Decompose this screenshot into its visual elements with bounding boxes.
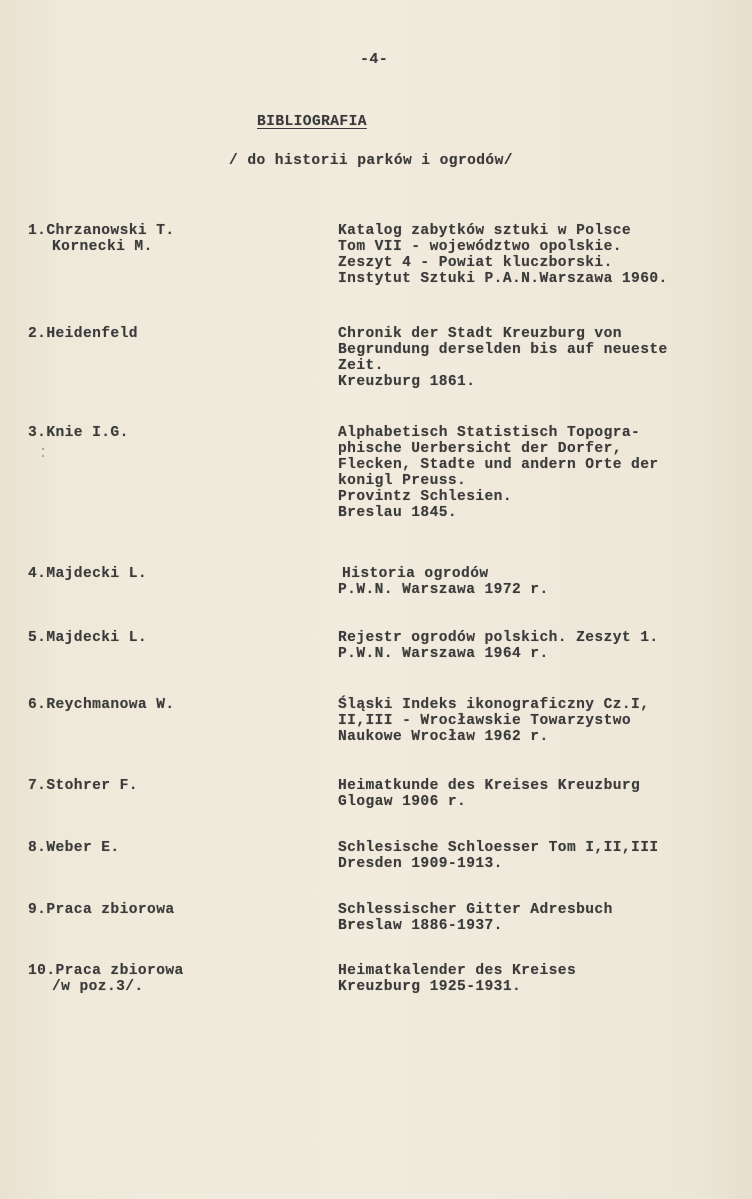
entry-3-title-line-3: Flecken, Stadte und andern Orte der [338, 457, 659, 473]
entry-7-author [28, 778, 138, 794]
entry-10-author-line-2: /w poz.3/. [52, 979, 144, 995]
page-subtitle: / do historii parków i ogrodów/ [229, 153, 513, 169]
entry-6-title-line-1: Śląski Indeks ikonograficzny Cz.I, [338, 697, 650, 713]
entry-5-author-line-1: 5.Majdecki L. [28, 630, 148, 646]
entry-3-author-line-1: 3.Knie I.G. [28, 425, 129, 441]
entry-2-title-line-1: Chronik der Stadt Kreuzburg von [338, 326, 622, 342]
entry-3-author [28, 425, 129, 441]
entry-4-title-line-1: Historia ogrodów [342, 566, 489, 582]
entry-10-title [338, 963, 576, 995]
entry-2-title-line-3: Zeit. [338, 358, 384, 374]
entry-1-author-line-1: 1.Chrzanowski T. [28, 223, 175, 239]
entry-1-title-line-2: Tom VII - województwo opolskie. [338, 239, 622, 255]
entry-6-author-line-1: 6.Reychmanowa W. [28, 697, 175, 713]
entry-8-author [28, 840, 120, 856]
entry-1-title-line-3: Zeszyt 4 - Powiat kluczborski. [338, 255, 613, 271]
entry-3-title [338, 425, 659, 521]
entry-1-title-line-1: Katalog zabytków sztuki w Polsce [338, 223, 632, 239]
entry-2-title-line-2: Begrundung derselden bis auf neueste [338, 342, 668, 358]
entry-10-title-line-1: Heimatkalender des Kreises [338, 963, 577, 979]
entry-5-title-line-2: P.W.N. Warszawa 1964 r. [338, 646, 549, 662]
entry-2-author [28, 326, 138, 342]
entry-3-title-line-5: Provintz Schlesien. [338, 489, 512, 505]
entry-5-title [338, 630, 659, 662]
entry-6-title-line-2: II,III - Wrocławskie Towarzystwo [338, 713, 632, 729]
entry-9-author-line-1: 9.Praca zbiorowa [28, 902, 175, 918]
entry-9-title-line-2: Breslaw 1886-1937. [338, 918, 503, 934]
entry-6-title [338, 697, 649, 745]
entry-3-title-line-2: phische Uerbersicht der Dorfer, [338, 441, 622, 457]
entry-10-author-line-1: 10.Praca zbiorowa [28, 963, 184, 979]
entry-4-title [338, 566, 549, 598]
entry-8-title-line-1: Schlesische Schloesser Tom I,II,III [338, 840, 659, 856]
paper-speck [42, 455, 44, 457]
entry-3-title-line-4: konigl Preuss. [338, 473, 467, 489]
entry-8-title-line-2: Dresden 1909-1913. [338, 856, 503, 872]
entry-7-title-line-1: Heimatkunde des Kreises Kreuzburg [338, 778, 641, 794]
entry-8-title [338, 840, 659, 872]
entry-10-author [28, 963, 184, 995]
entry-7-title-line-2: Glogaw 1906 r. [338, 794, 467, 810]
entry-2-title [338, 326, 668, 390]
entry-4-title-line-2: P.W.N. Warszawa 1972 r. [338, 582, 549, 598]
entry-1-author [28, 223, 175, 255]
page-title: BIBLIOGRAFIA [257, 114, 367, 130]
entry-5-author [28, 630, 147, 646]
entry-8-author-line-1: 8.Weber E. [28, 840, 120, 856]
entry-5-title-line-1: Rejestr ogrodów polskich. Zeszyt 1. [338, 630, 659, 646]
entry-4-author-line-1: 4.Majdecki L. [28, 566, 148, 582]
entry-1-title-line-4: Instytut Sztuki P.A.N.Warszawa 1960. [338, 271, 668, 287]
entry-7-author-line-1: 7.Stohrer F. [28, 778, 138, 794]
entry-9-author [28, 902, 175, 918]
entry-1-author-line-2: Kornecki M. [52, 239, 153, 255]
entry-2-author-line-1: 2.Heidenfeld [28, 326, 138, 342]
entry-3-title-line-6: Breslau 1845. [338, 505, 458, 521]
entry-10-title-line-2: Kreuzburg 1925-1931. [338, 979, 522, 995]
entry-4-author [28, 566, 147, 582]
entry-3-title-line-1: Alphabetisch Statistisch Topogra- [338, 425, 641, 441]
entry-6-author [28, 697, 175, 713]
entry-9-title-line-1: Schlessischer Gitter Adresbuch [338, 902, 613, 918]
page-number: -4- [360, 51, 389, 68]
entry-6-title-line-3: Naukowe Wrocław 1962 r. [338, 729, 549, 745]
entry-9-title [338, 902, 613, 934]
paper-speck [42, 448, 44, 450]
entry-1-title [338, 223, 668, 287]
entry-7-title [338, 778, 640, 810]
entry-2-title-line-4: Kreuzburg 1861. [338, 374, 476, 390]
